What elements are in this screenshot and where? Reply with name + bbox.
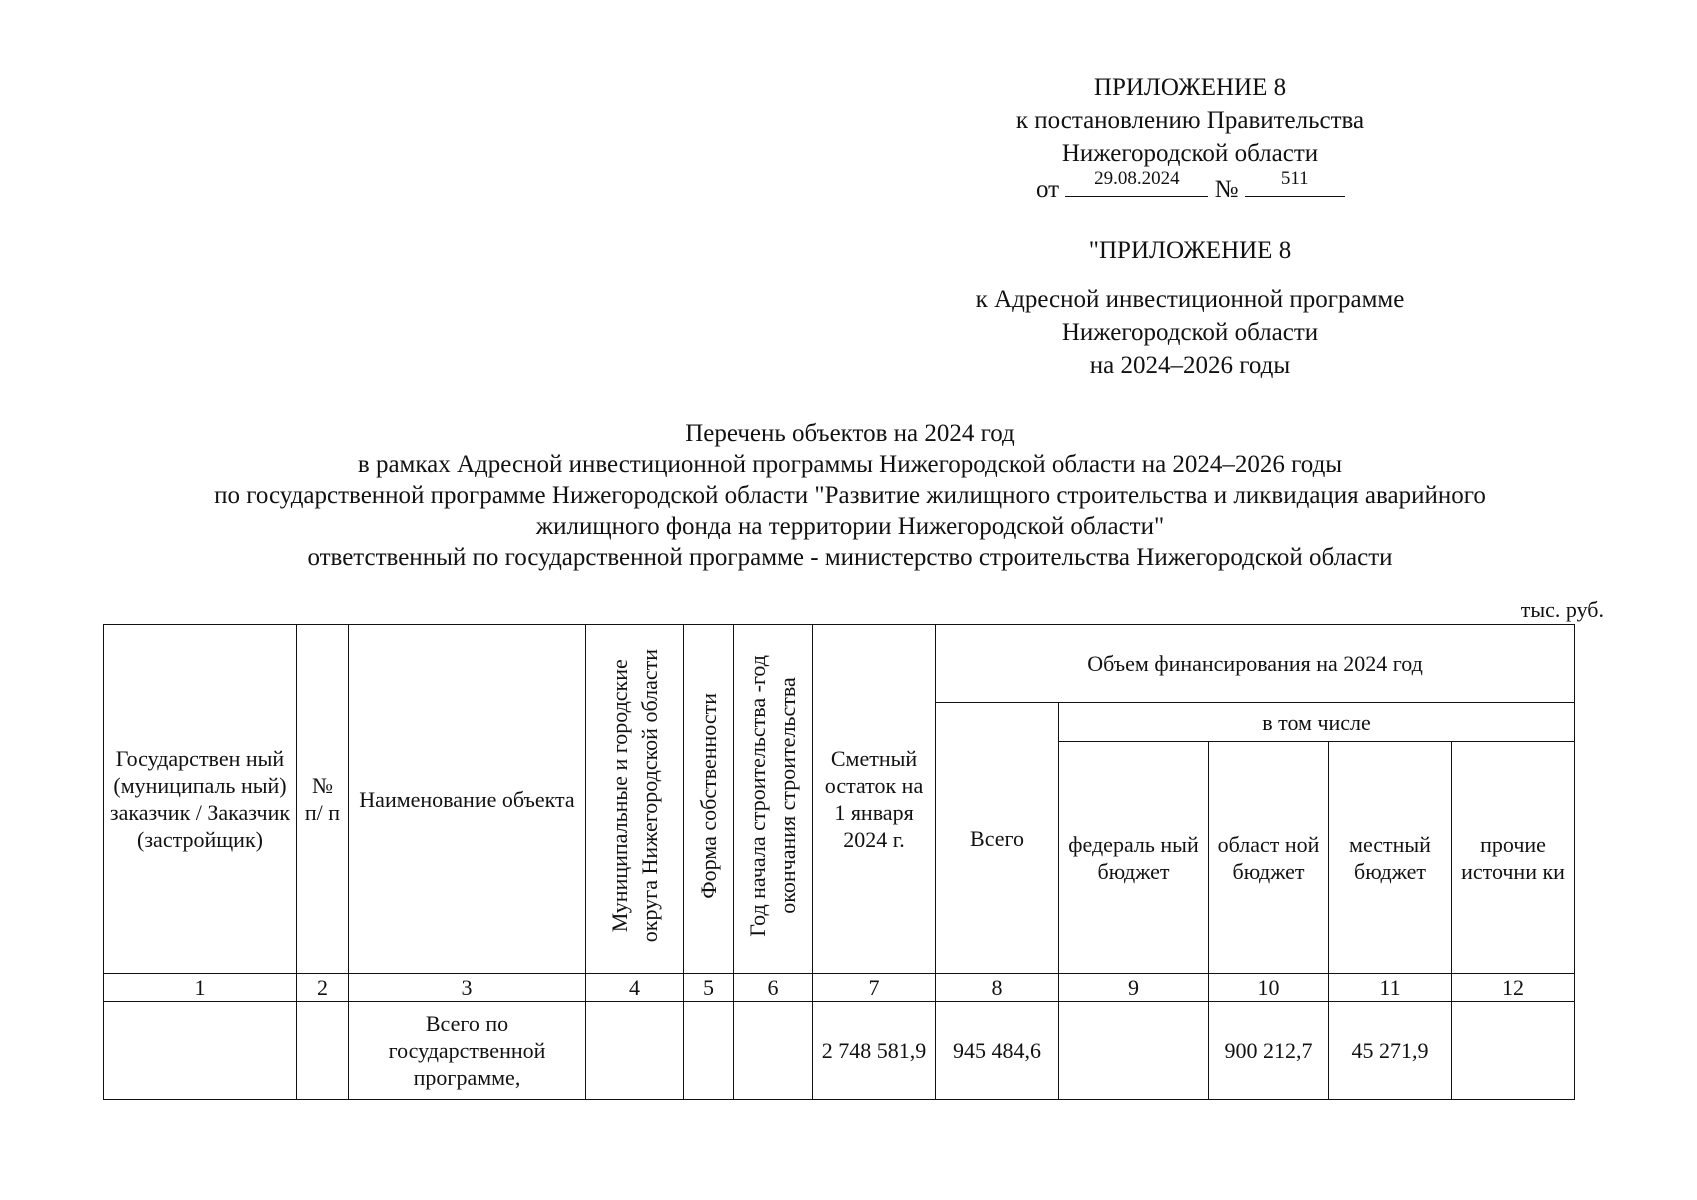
cell-total: 945 484,6 [936,1002,1059,1100]
column-number: 7 [813,974,936,1002]
subappendix-line1: к Адресной инвестиционной программе [975,286,1405,313]
date-field [1065,170,1208,197]
appendix-title: ПРИЛОЖЕНИЕ 8 [1093,74,1287,101]
column-number: 9 [1059,974,1209,1002]
header-ownership-text: Форма собственности [695,693,721,899]
number-field [1245,170,1345,197]
cell-object-name: Всего по государственной программе, [349,1002,586,1100]
cell-number [297,1002,349,1100]
column-number: 2 [297,974,349,1002]
cell-other [1452,1002,1575,1100]
header-other: прочие источни ки [1452,742,1575,974]
header-municipality-text: Муниципальные и городские округа Нижегородской области [606,649,662,943]
header-customer: Государствен ный (муниципаль ный) заказчик / Заказчик (застройщик) [104,625,297,974]
column-number: 8 [936,974,1059,1002]
header-including: в том числе [1059,703,1575,742]
column-number: 12 [1452,974,1575,1002]
header-years [734,625,813,974]
subappendix-title: "ПРИЛОЖЕНИЕ 8 [1088,237,1292,264]
header-federal: федераль ный бюджет [1059,742,1209,974]
header-regional: област ной бюджет [1209,742,1329,974]
number-label: № [1214,176,1239,203]
subappendix-line3: на 2024–2026 годы [1089,352,1291,379]
date-value: 29.08.2024 [1094,168,1180,189]
column-number: 5 [684,974,734,1002]
date-number-line [1036,170,1345,206]
header-local: местный бюджет [1329,742,1452,974]
cell-ownership [684,1002,734,1100]
title-line-2: в рамках Адресной инвестиционной программы Нижегородской области на 2024–2026 годы [357,451,1343,478]
column-number: 3 [349,974,586,1002]
header-years-text: Год начала строительства -год окончания строительства [745,655,800,937]
cell-federal [1059,1002,1209,1100]
header-object-name: Наименование объекта [349,625,586,974]
header-number: № п/ п [297,625,349,974]
number-value: 511 [1280,168,1309,189]
title-line-4: жилищного фонда на территории Нижегородской области" [535,513,1165,540]
header-total: Всего [936,703,1059,974]
column-number: 11 [1329,974,1452,1002]
header-estimate: Сметный остаток на 1 января 2024 г. [813,625,936,974]
title-line-5: ответственный по государственной программе - министерство строительства Нижегородской области [307,544,1393,571]
column-number-row [104,974,1575,1002]
header-row-1 [104,625,1575,703]
resolution-line: к постановлению Правительства [1015,107,1365,134]
title-line-1: Перечень объектов на 2024 год [685,420,1015,447]
cell-customer [104,1002,297,1100]
column-number: 10 [1209,974,1329,1002]
table-row [104,1002,1575,1100]
document-title [60,418,1640,573]
header-municipality [586,625,684,974]
units-label: тыс. руб. [1520,597,1604,622]
region-line: Нижегородской области [1061,140,1319,167]
column-number: 1 [104,974,297,1002]
from-label: от [1036,176,1060,203]
subappendix-line2: Нижегородской области [1061,319,1319,346]
column-number: 4 [586,974,684,1002]
objects-table [103,624,1575,1100]
title-line-3: по государственной программе Нижегородской области "Развитие жилищного строительства и ликвидация аварийного [214,482,1486,509]
cell-municipality [586,1002,684,1100]
header-funding: Объем финансирования на 2024 год [936,625,1575,703]
column-number: 6 [734,974,813,1002]
cell-years [734,1002,813,1100]
header-ownership [684,625,734,974]
cell-local: 45 271,9 [1329,1002,1452,1100]
cell-estimate: 2 748 581,9 [813,1002,936,1100]
cell-regional: 900 212,7 [1209,1002,1329,1100]
